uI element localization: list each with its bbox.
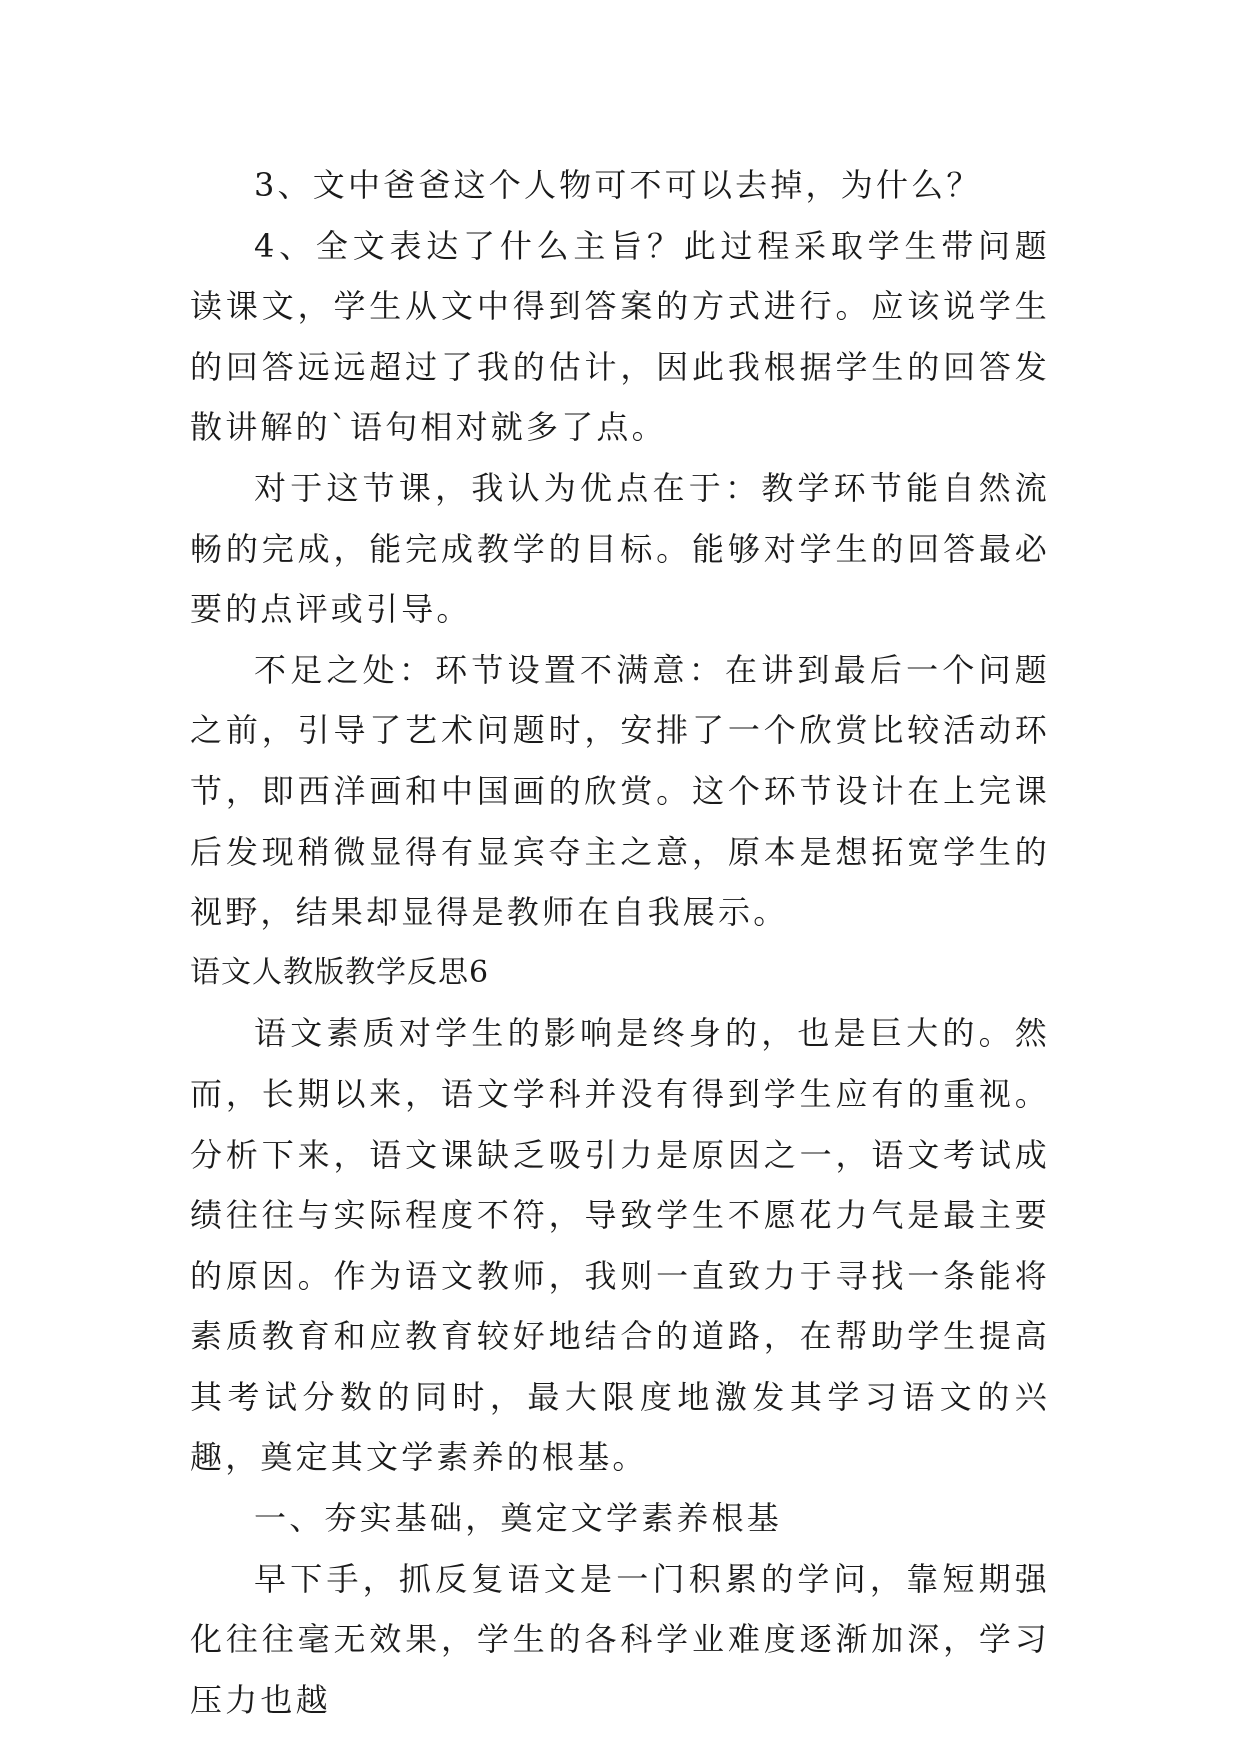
paragraph-strengths: 对于这节课，我认为优点在于：教学环节能自然流畅的完成，能完成教学的目标。能够对学生的回答最必要的点评或引导。 xyxy=(190,468,1050,629)
paragraph-early-start: 早下手，抓反复语文是一门积累的学问，靠短期强化往往毫无效果，学生的各科学业难度逐渐加深，学习压力也越 xyxy=(190,1559,1050,1719)
document-body xyxy=(190,155,1050,1730)
paragraph-intro: 语文素质对学生的影响是终身的，也是巨大的。然而，长期以来，语文学科并没有得到学生应有的重视。分析下来，语文课缺乏吸引力是原因之一，语文考试成绩往往与实际程度不符，导致学生不愿花力气是最主要的原因。作为语文教师，我则一直致力于寻找一条能将素质教育和应教育较好地结合的道路，在帮助学生提高其考试分数的同时，最大限度地激发其学习语文的兴趣，奠定其文学素养的根基。 xyxy=(190,1014,1050,1477)
sub-heading-foundation: 一、夯实基础，奠定文学素养根基 xyxy=(254,1499,783,1538)
paragraph-question-3: 3、文中爸爸这个人物可不可以去掉，为什么？ xyxy=(254,166,982,204)
paragraph-weaknesses: 不足之处：环节设置不满意：在讲到最后一个问题之前，引导了艺术问题时，安排了一个欣赏比较活动环节，即西洋画和中国画的欣赏。这个环节设计在上完课后发现稍微显得有显宾夺主之意，原本是想拓宽学生的视野，结果却显得是教师在自我展示。 xyxy=(190,650,1050,932)
paragraph-question-4: 4、全文表达了什么主旨？此过程采取学生带问题读课文，学生从文中得到答案的方式进行。应该说学生的回答远远超过了我的估计，因此我根据学生的回答发散讲解的`语句相对就多了点。 xyxy=(190,226,1050,447)
section-heading: 语文人教版教学反思6 xyxy=(190,954,490,990)
